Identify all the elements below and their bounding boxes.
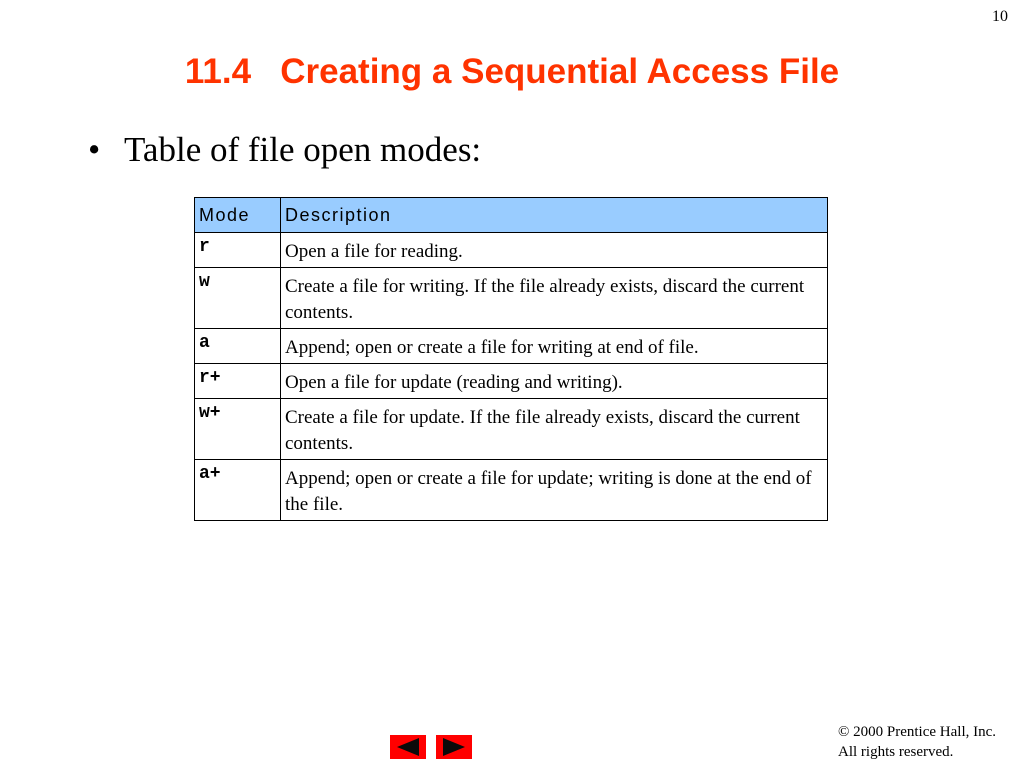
description-cell: Create a file for writing. If the file already exists, discard the current contents. [281,268,828,329]
table-row [195,399,828,460]
header-description: Description [281,198,828,233]
mode-cell: r+ [195,364,281,399]
rights-line: All rights reserved. [838,744,954,760]
previous-slide-button[interactable] [390,735,426,759]
description-cell: Create a file for update. If the file already exists, discard the current contents. [281,399,828,460]
table-row [195,329,828,364]
table-row [195,268,828,329]
slide-title: 11.4 Creating a Sequential Access File [184,52,840,91]
header-mode: Mode [195,198,281,233]
file-modes-table [194,197,828,521]
description-cell: Open a file for update (reading and writing). [281,364,828,399]
copyright-line: © 2000 Prentice Hall, Inc. [838,724,997,740]
table-header-row [195,198,828,233]
bullet-marker: • [88,130,101,169]
mode-cell: a+ [195,460,281,521]
left-arrow-icon [397,738,419,756]
page-number: 10 [992,8,1008,25]
bullet-item [88,130,481,170]
mode-cell: w+ [195,399,281,460]
table-row [195,233,828,268]
table-row [195,364,828,399]
description-cell: Append; open or create a file for writing at end of file. [281,329,828,364]
mode-cell: w [195,268,281,329]
table-row [195,460,828,521]
description-cell: Open a file for reading. [281,233,828,268]
copyright-notice [838,722,996,762]
mode-cell: r [195,233,281,268]
description-cell: Append; open or create a file for update; writing is done at the end of the file. [281,460,828,521]
slide-navigation [390,735,472,759]
bullet-text: Table of file open modes: [124,130,482,169]
mode-cell: a [195,329,281,364]
next-slide-button[interactable] [436,735,472,759]
right-arrow-icon [443,738,465,756]
